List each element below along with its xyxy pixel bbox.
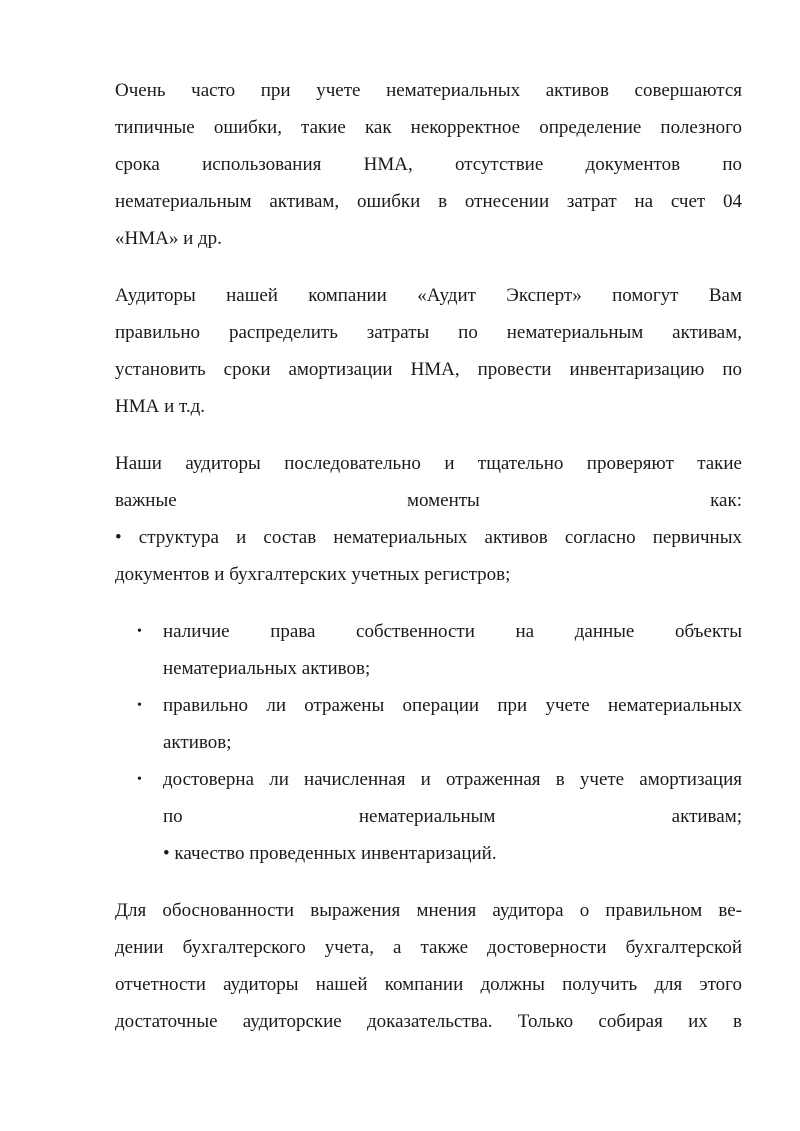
text-line: активов; xyxy=(163,732,232,753)
text-line: документов и бухгалтерских учетных регистров; xyxy=(115,564,511,585)
paragraph-common-errors xyxy=(115,72,742,257)
text-line: важные моменты как: xyxy=(115,490,742,511)
text-line: типичные ошибки, такие как некорректное определение полезного xyxy=(115,117,742,138)
bullet-icon: • xyxy=(137,698,142,713)
paragraph-audit-evidence xyxy=(115,892,742,1040)
text-line: Для обоснованности выражения мнения аудитора о правильном ве- xyxy=(115,900,742,921)
list-item xyxy=(115,687,742,761)
bullet-list xyxy=(115,613,742,872)
text-line: дении бухгалтерского учета, а также достоверности бухгалтерской xyxy=(115,937,742,958)
text-line: • структура и состав нематериальных активов согласно первичных xyxy=(115,527,742,548)
bullet-icon: • xyxy=(137,624,142,639)
text-line: • качество проведенных инвентаризаций. xyxy=(163,843,497,864)
document-page xyxy=(115,72,742,1060)
text-line: нематериальных активов; xyxy=(163,658,371,679)
text-line: НМА и т.д. xyxy=(115,396,206,417)
paragraph-audit-checks xyxy=(115,445,742,593)
text-line: Наши аудиторы последовательно и тщательно проверяют такие xyxy=(115,453,742,474)
text-line: отчетности аудиторы нашей компании должны получить для этого xyxy=(115,974,742,995)
list-item xyxy=(115,761,742,872)
text-line: установить сроки амортизации НМА, провести инвентаризацию по xyxy=(115,359,742,380)
text-line: правильно ли отражены операции при учете нематериальных xyxy=(163,695,742,716)
text-line: достоверна ли начисленная и отраженная в учете амортизация xyxy=(163,769,742,790)
text-line: по нематериальным активам; xyxy=(163,806,742,827)
text-line: «НМА» и др. xyxy=(115,228,222,249)
text-line: Аудиторы нашей компании «Аудит Эксперт» помогут Вам xyxy=(115,285,742,306)
text-line: Очень часто при учете нематериальных активов совершаются xyxy=(115,80,742,101)
text-line: наличие права собственности на данные объекты xyxy=(163,621,742,642)
text-line: правильно распределить затраты по нематериальным активам, xyxy=(115,322,742,343)
bullet-icon: • xyxy=(137,772,142,787)
text-line: нематериальным активам, ошибки в отнесении затрат на счет 04 xyxy=(115,191,742,212)
list-item xyxy=(115,613,742,687)
paragraph-auditors-help xyxy=(115,277,742,425)
text-line: достаточные аудиторские доказательства. Только собирая их в xyxy=(115,1011,742,1032)
text-line: срока использования НМА, отсутствие документов по xyxy=(115,154,742,175)
